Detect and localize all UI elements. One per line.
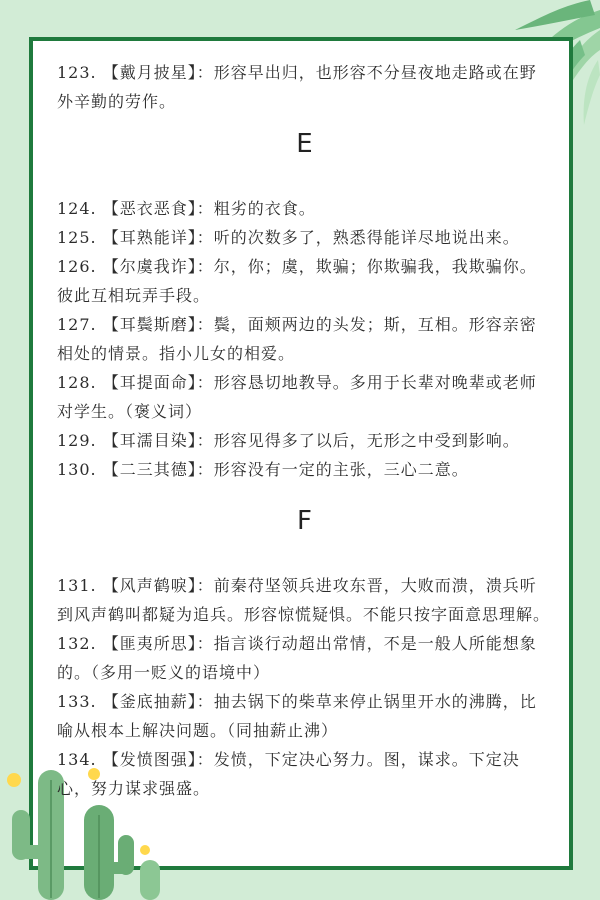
list-item: 128. 【耳提面命】：形容恳切地教导。多用于长辈对晚辈或老师对学生。（褒义词） xyxy=(57,373,537,421)
list-item: 134. 【发愤图强】：发愤，下定决心努力。图，谋求。下定决心，努力谋求强盛。 xyxy=(57,750,520,798)
list-item: 123. 【戴月披星】：形容早出归，也形容不分昼夜地走路或在野外辛勤的劳作。 xyxy=(57,63,537,111)
list-item: 126. 【尔虞我诈】：尔，你；虞，欺骗；你欺骗我，我欺骗你。彼此互相玩弄手段。 xyxy=(57,257,537,305)
list-item: 131. 【风声鹤唳】：前秦苻坚领兵进攻东晋，大败而溃，溃兵听到风声鹤叫都疑为追兵。形容惊慌疑惧。不能只按字面意思理解。 xyxy=(57,576,551,624)
section-heading-f: F xyxy=(297,506,312,536)
list-item: 130. 【二三其德】：形容没有一定的主张，三心二意。 xyxy=(57,460,469,479)
list-item: 124. 【恶衣恶食】：粗劣的衣食。 xyxy=(57,199,316,218)
list-item: 129. 【耳濡目染】：形容见得多了以后，无形之中受到影响。 xyxy=(57,431,520,450)
idiom-list xyxy=(57,58,552,803)
list-item: 133. 【釜底抽薪】：抽去锅下的柴草来停止锅里开水的沸腾，比喻从根本上解决问题。（同抽薪止沸） xyxy=(57,692,537,740)
list-item: 125. 【耳熟能详】：听的次数多了，熟悉得能详尽地说出来。 xyxy=(57,228,520,247)
section-heading-e: E xyxy=(296,129,313,159)
list-item: 132. 【匪夷所思】：指言谈行动超出常情，不是一般人所能想象的。（多用一贬义的语境中） xyxy=(57,634,537,682)
list-item: 127. 【耳鬓斯磨】：鬓，面颊两边的头发；斯，互相。形容亲密相处的情景。指小儿女的相爱。 xyxy=(57,315,537,363)
